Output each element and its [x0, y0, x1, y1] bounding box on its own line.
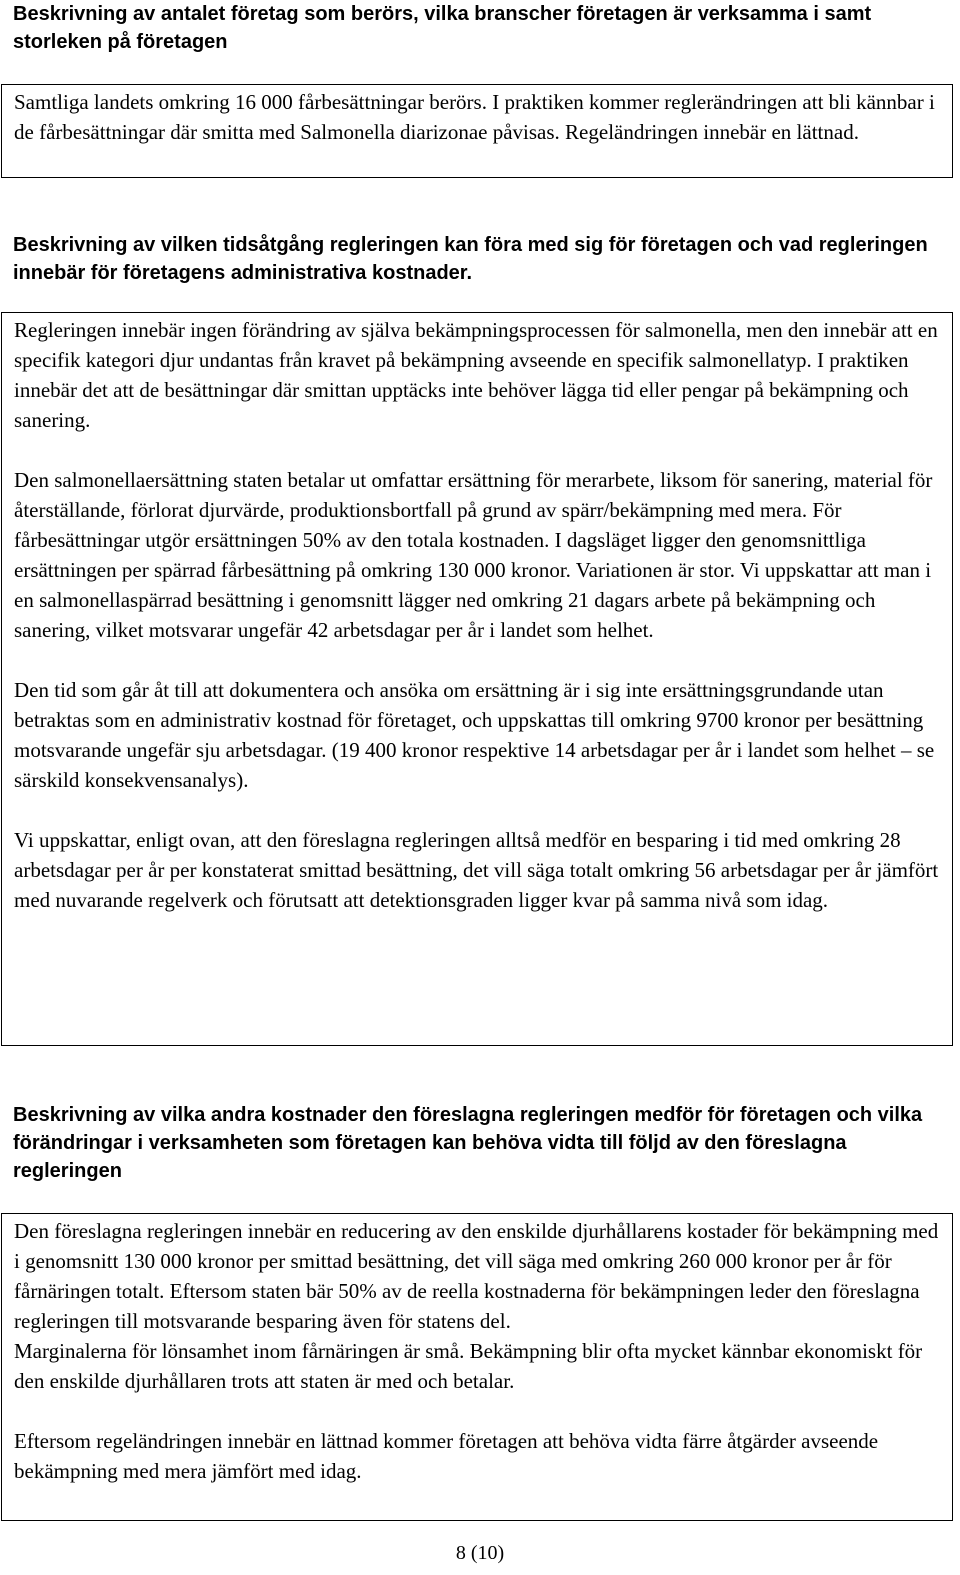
- paragraph: Vi uppskattar, enligt ovan, att den föreslagna regleringen alltså medför en besparing i tid med omkring 28 arbetsdagar per år per konstaterat smittad besättning, det vill säga totalt omkring 56 arbetsdagar per år jämfört med nuvarande regelverk och förutsatt att detektionsgraden ligger kvar på samma nivå som idag.: [14, 828, 939, 912]
- paragraph: Regleringen innebär ingen förändring av själva bekämpningsprocessen för salmonella, men den innebär att en specifik kategori djur undantas från kravet på bekämpning avseende en specifik salmonellatyp. I praktiken innebär det att de besättningar där smittan upptäcks inte behöver lägga tid eller pengar på bekämpning och sanering.: [14, 318, 938, 432]
- text-box-time-costs: [1, 312, 953, 1046]
- paragraph: Den tid som går åt till att dokumentera och ansöka om ersättning är i sig inte ersättningsgrundande utan betraktas som en administrativ kostnad för företaget, och uppskattas till omkring 9700 kronor per besättning motsvarande ungefär sju arbetsdagar. (19 400 kronor respektive 14 arbetsdagar per år i landet som helhet – se särskild konsekvensanalys).: [14, 678, 935, 792]
- section-heading-companies: Beskrivning av antalet företag som berörs, vilka branscher företagen är verksamma i samt storleken på företagen: [13, 3, 872, 53]
- paragraph: Eftersom regeländringen innebär en lättnad kommer företagen att behöva vidta färre åtgärder avseende bekämpning med mera jämfört med idag.: [14, 1429, 879, 1483]
- page-number: 8 (10): [455, 1542, 505, 1564]
- paragraph: Samtliga landets omkring 16 000 fårbesättningar berörs. I praktiken kommer reglerändringen att bli kännbar i de fårbesättningar där smitta med Salmonella diarizonae påvisas. Regeländringen innebär en lättnad.: [14, 90, 935, 144]
- section-heading-other-costs: Beskrivning av vilka andra kostnader den föreslagna regleringen medför för företagen och vilka förändringar i verksamheten som företagen kan behöva vidta till följd av den föreslagna regleringen: [13, 1104, 923, 1182]
- paragraph: Den föreslagna regleringen innebär en reducering av den enskilde djurhållarens kostader för bekämpning med i genomsnitt 130 000 kronor per smittad besättning, det vill säga med omkring 260 000 kronor per år för fårnäringen totalt. Eftersom staten bär 50% av de reella kostnaderna för bekämpningen leder den föreslagna regleringen till motsvarande besparing även för statens del.: [14, 1219, 939, 1333]
- paragraph: Den salmonellaersättning staten betalar ut omfattar ersättning för merarbete, liksom för sanering, material för återställande, förlorat djurvärde, produktionsbortfall på grund av spärr/bekämpning med mera. För fårbesättningar utgör ersättningen 50% av den totala kostnaden. I dagsläget ligger den genomsnittliga ersättningen per spärrad fårbesättning på omkring 130 000 kronor. Variationen är stor. Vi uppskattar att man i en salmonellaspärrad besättning i genomsnitt lägger ned omkring 21 dagars arbete på bekämpning och sanering, vilket motsvarar ungefär 42 arbetsdagar per år i landet som helhet.: [14, 468, 933, 642]
- paragraph: Marginalerna för lönsamhet inom fårnäringen är små. Bekämpning blir ofta mycket kännbar ekonomiskt för den enskilde djurhållaren trots att staten är med och betalar.: [14, 1339, 923, 1393]
- section-heading-time-costs: Beskrivning av vilken tidsåtgång regleringen kan föra med sig för företagen och vad regleringen innebär för företagens administrativa kostnader.: [13, 234, 928, 284]
- text-box-other-costs: [1, 1213, 953, 1521]
- text-box-companies: [1, 84, 953, 178]
